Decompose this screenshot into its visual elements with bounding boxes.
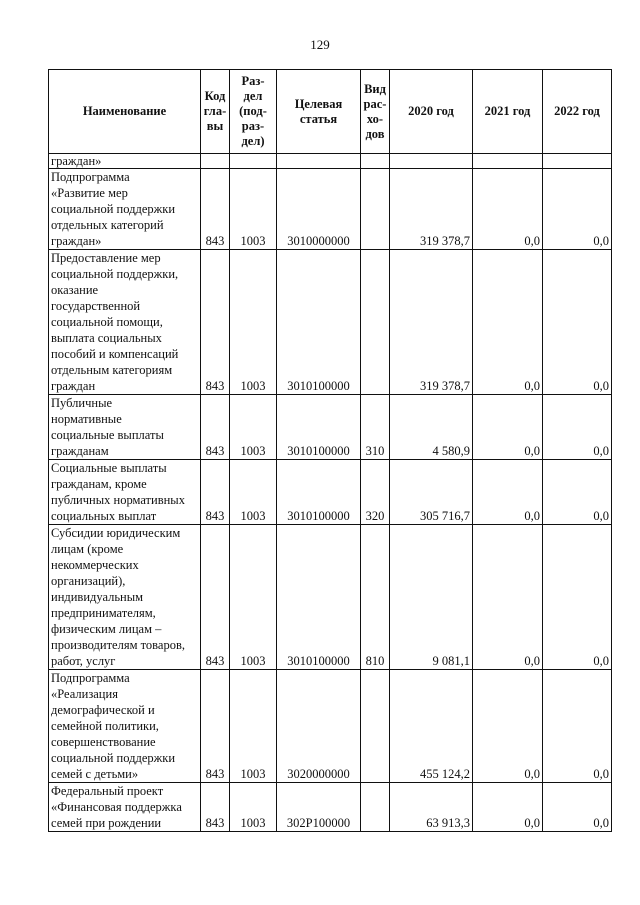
header-line: Вид (364, 81, 386, 96)
name-line: социальной поддержки (51, 202, 176, 216)
header-line: гла- (203, 104, 227, 118)
name-line: «Развитие мер (51, 186, 128, 200)
name-line: граждан (51, 379, 96, 393)
cell-2021: 0,0 (473, 395, 543, 460)
name-line: демографической и (51, 703, 155, 717)
cell-2022 (543, 154, 612, 169)
cell-expense-type (361, 250, 390, 395)
name-line: нормативные (51, 412, 122, 426)
cell-article: 3020000000 (277, 670, 361, 783)
header-line: Код (204, 89, 226, 103)
header-line: дел (243, 89, 263, 103)
cell-name (49, 169, 201, 250)
col-header-2022: 2022 год (543, 70, 612, 154)
cell-2020: 9 081,1 (390, 525, 473, 670)
page-number: 129 (310, 37, 330, 52)
name-line: граждан» (51, 234, 102, 248)
cell-article: 3010100000 (277, 250, 361, 395)
cell-2020: 455 124,2 (390, 670, 473, 783)
name-line: работ, услуг (51, 654, 116, 668)
col-header-expense-type (361, 70, 390, 154)
name-line: организаций), (51, 574, 126, 588)
cell-2022: 0,0 (543, 783, 612, 832)
header-line: статья (299, 111, 338, 126)
cell-chapter: 843 (201, 460, 230, 525)
name-line: граждан» (51, 154, 102, 168)
table-row (49, 783, 612, 832)
cell-section: 1003 (230, 460, 277, 525)
cell-name (49, 154, 201, 169)
cell-article (277, 154, 361, 169)
header-line: раз- (241, 119, 265, 133)
name-line: социальной поддержки (51, 751, 176, 765)
cell-expense-type (361, 154, 390, 169)
cell-section: 1003 (230, 169, 277, 250)
cell-section: 1003 (230, 395, 277, 460)
cell-2022: 0,0 (543, 670, 612, 783)
header-line: Раз- (241, 74, 265, 88)
cell-expense-type: 810 (361, 525, 390, 670)
header-line: вы (206, 119, 224, 133)
cell-chapter: 843 (201, 169, 230, 250)
cell-expense-type (361, 169, 390, 250)
name-line: Подпрограмма (51, 170, 130, 184)
table-row (49, 154, 612, 169)
table-row (49, 670, 612, 783)
name-line: Предоставление мер (51, 251, 161, 265)
cell-article: 302P100000 (277, 783, 361, 832)
cell-section (230, 154, 277, 169)
cell-article: 3010100000 (277, 395, 361, 460)
cell-name (49, 525, 201, 670)
cell-2021: 0,0 (473, 783, 543, 832)
cell-2022: 0,0 (543, 525, 612, 670)
cell-2020: 319 378,7 (390, 169, 473, 250)
name-line: производителям товаров, (51, 638, 185, 652)
col-header-name: Наименование (49, 70, 201, 154)
cell-2022: 0,0 (543, 395, 612, 460)
name-line: социальных выплат (51, 509, 157, 523)
cell-name (49, 395, 201, 460)
cell-chapter (201, 154, 230, 169)
name-line: Подпрограмма (51, 671, 130, 685)
cell-2020: 63 913,3 (390, 783, 473, 832)
name-line: семей с детьми» (51, 767, 139, 781)
name-line: социальные выплаты (51, 428, 164, 442)
name-line: некоммерческих (51, 558, 139, 572)
cell-expense-type: 320 (361, 460, 390, 525)
table-row (49, 169, 612, 250)
cell-2020: 319 378,7 (390, 250, 473, 395)
name-line: Субсидии юридическим (51, 526, 181, 540)
header-line: Целевая (294, 96, 343, 111)
cell-article: 3010100000 (277, 460, 361, 525)
header-line: хо- (366, 111, 384, 126)
header-line: рас- (363, 96, 387, 111)
name-line: оказание (51, 283, 99, 297)
name-line: Федеральный проект (51, 784, 164, 798)
cell-chapter: 843 (201, 670, 230, 783)
table-row (49, 525, 612, 670)
col-header-2021: 2021 год (473, 70, 543, 154)
name-line: семейной политики, (51, 719, 159, 733)
cell-2021: 0,0 (473, 525, 543, 670)
cell-2020: 305 716,7 (390, 460, 473, 525)
header-line: дел) (241, 134, 265, 148)
name-line: совершенствование (51, 735, 156, 749)
table-row (49, 460, 612, 525)
cell-section: 1003 (230, 783, 277, 832)
cell-2021 (473, 154, 543, 169)
cell-section: 1003 (230, 250, 277, 395)
cell-chapter: 843 (201, 395, 230, 460)
cell-chapter: 843 (201, 250, 230, 395)
name-line: семей при рождении (51, 816, 162, 830)
name-line: государственной (51, 299, 141, 313)
cell-2020 (390, 154, 473, 169)
cell-2022: 0,0 (543, 460, 612, 525)
cell-expense-type (361, 670, 390, 783)
name-line: публичных нормативных (51, 493, 185, 507)
name-line: отдельным категориям (51, 363, 173, 377)
name-line: гражданам, кроме (51, 477, 147, 491)
name-line: «Реализация (51, 687, 118, 701)
cell-2022: 0,0 (543, 169, 612, 250)
cell-name (49, 670, 201, 783)
name-line: социальной поддержки, (51, 267, 179, 281)
name-line: индивидуальным (51, 590, 144, 604)
name-line: социальной помощи, (51, 315, 163, 329)
cell-2021: 0,0 (473, 670, 543, 783)
col-header-article (277, 70, 361, 154)
budget-table (48, 69, 612, 832)
name-line: Публичные (51, 396, 113, 410)
cell-name (49, 250, 201, 395)
cell-section: 1003 (230, 525, 277, 670)
cell-chapter: 843 (201, 525, 230, 670)
cell-expense-type: 310 (361, 395, 390, 460)
cell-expense-type (361, 783, 390, 832)
name-line: «Финансовая поддержка (51, 800, 182, 814)
cell-chapter: 843 (201, 783, 230, 832)
name-line: отдельных категорий (51, 218, 164, 232)
col-header-section (230, 70, 277, 154)
header-line: дов (365, 126, 385, 141)
name-line: пособий и компенсаций (51, 347, 179, 361)
cell-2021: 0,0 (473, 250, 543, 395)
header-row (49, 70, 612, 154)
name-line: гражданам (51, 444, 109, 458)
name-line: предпринимателям, (51, 606, 156, 620)
cell-2021: 0,0 (473, 169, 543, 250)
name-line: физическим лицам – (51, 622, 162, 636)
cell-section: 1003 (230, 670, 277, 783)
col-header-chapter (201, 70, 230, 154)
name-line: Социальные выплаты (51, 461, 167, 475)
header-line: (под- (239, 104, 267, 118)
cell-article: 3010100000 (277, 525, 361, 670)
name-line: выплата социальных (51, 331, 162, 345)
name-line: лицам (кроме (51, 542, 124, 556)
col-header-2020: 2020 год (390, 70, 473, 154)
table-row (49, 395, 612, 460)
cell-2022: 0,0 (543, 250, 612, 395)
cell-name (49, 783, 201, 832)
cell-2021: 0,0 (473, 460, 543, 525)
cell-name (49, 460, 201, 525)
cell-article: 3010000000 (277, 169, 361, 250)
cell-2020: 4 580,9 (390, 395, 473, 460)
table-row (49, 250, 612, 395)
